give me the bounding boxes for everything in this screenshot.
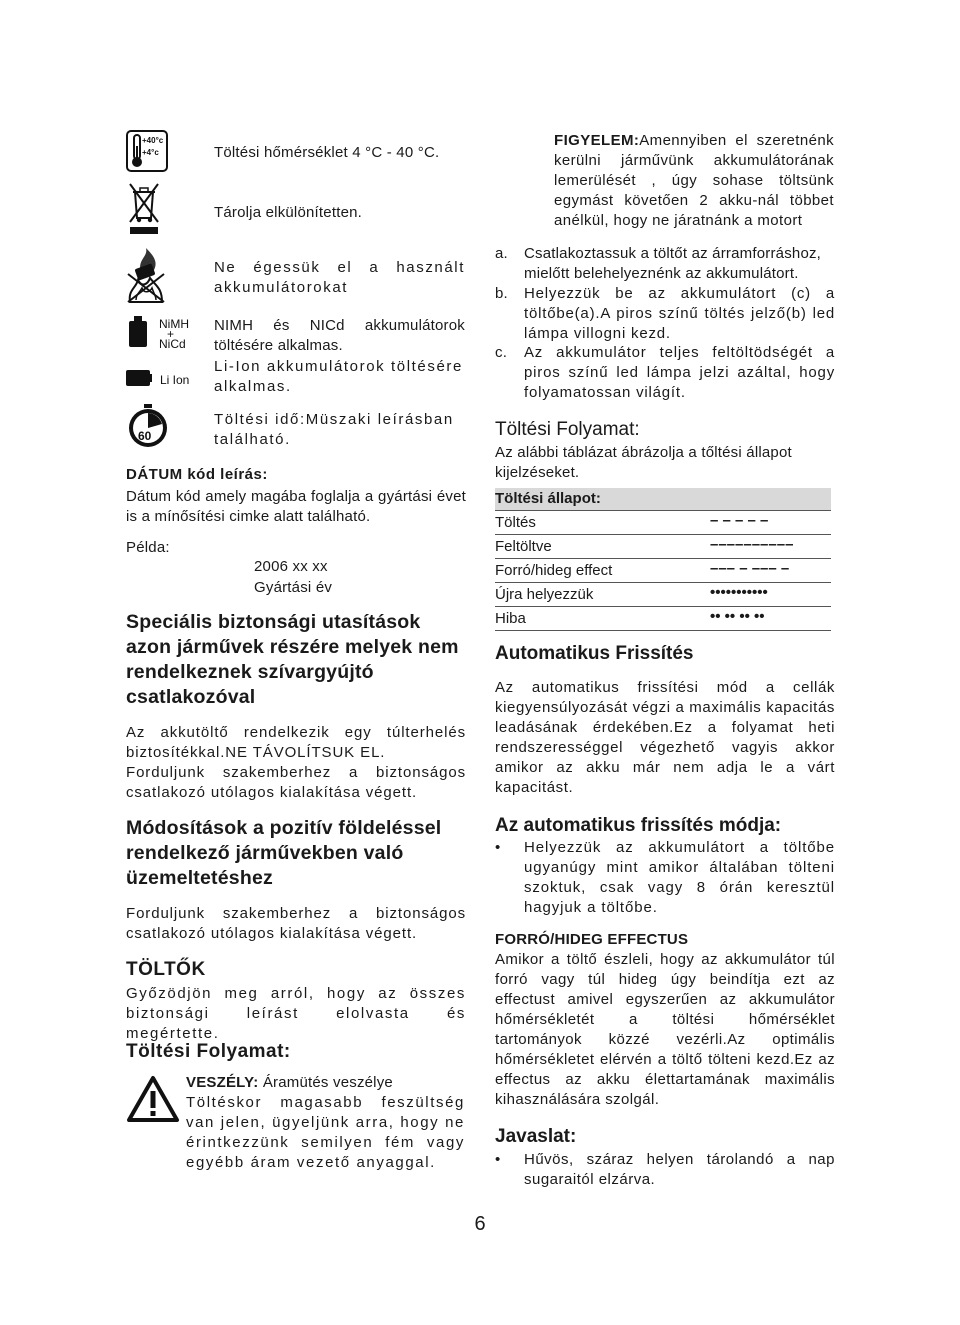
danger-text: Töltéskor magasabb feszültség van jelen, ügyeljünk arra, hogy ne érintkezzünk semilyen fém vagy egyébb áram vezető anyaggal.: [186, 1094, 465, 1171]
tip-heading: Javaslat:: [495, 1126, 577, 1147]
svg-text:+4°c: +4°c: [142, 148, 159, 157]
datum-text: Dátum kód amely magába foglalja a gyártási évet is a mínősítési cimke alatt található.: [126, 488, 466, 525]
pelda-label: Példa:: [126, 539, 170, 556]
pelda-year: Gyártási év: [254, 579, 333, 596]
status-row: [495, 583, 831, 607]
danger-title: Áramütés veszélye: [262, 1074, 393, 1091]
status-row: [495, 559, 831, 583]
status-symbol: ––– – ––– –: [710, 560, 790, 577]
svg-text:+: +: [167, 327, 175, 341]
ground-heading: Módosítások a pozitív földeléssel rendelkező járművekben való üzemeltetéshez: [126, 817, 442, 889]
charging-time-text: Töltési idő:Müszaki leírásban található.: [214, 411, 454, 448]
status-label: Hiba: [495, 610, 526, 627]
pelda-code: 2006 xx xx: [254, 558, 328, 575]
step-a-text: Csatlakoztassuk a töltőt az árramforráshoz, mielőtt belehelyeznénk az akkumulátort.: [524, 245, 822, 282]
svg-text:60: 60: [138, 429, 152, 443]
auto-heading: Automatikus Frissítés: [495, 643, 694, 664]
warning-icon: [126, 1075, 180, 1123]
li-ion-text: Li-Ion akkumulátorok töltésére alkalmas.: [214, 358, 463, 395]
separate-storage-text: Tárolja elkülönítetten.: [214, 204, 363, 221]
svg-text:NiCd: NiCd: [159, 337, 186, 351]
thermometer-icon: [126, 130, 168, 172]
status-label: Forró/hideg effect: [495, 562, 613, 579]
nimh-battery-icon: [126, 315, 192, 351]
hot-heading: FORRÓ/HIDEG EFFECTUS: [495, 931, 689, 948]
toltok-heading: TÖLTŐK: [126, 959, 206, 980]
tip-list: [495, 1150, 835, 1190]
status-symbol: ––––––––––: [710, 536, 794, 553]
right-process-heading: Töltési Folyamat:: [495, 419, 640, 440]
ground-text: Forduljunk szakemberhez a biztonságos csatlakozó utólagos kialakítása végett.: [126, 905, 466, 942]
nimh-nicd-text: NIMH és NICd akkumulátorok töltésére alkalmas.: [214, 317, 465, 354]
status-table: [495, 488, 831, 631]
status-label: Újra helyezzük: [495, 586, 594, 603]
toltok-text: Győzödjön meg arról, hogy az összes biztonsági leírást elolvasta és megértette.: [126, 985, 466, 1042]
step-c: [495, 343, 835, 403]
right-process-text: Az alábbi táblázat ábrázolja a tőltési állapot kijelzéseket.: [495, 444, 792, 481]
svg-text:NiMH: NiMH: [159, 317, 189, 331]
left-process-heading: Töltési Folyamat:: [126, 1041, 291, 1062]
step-a: [495, 244, 835, 284]
page-number: 6: [474, 1213, 486, 1235]
figyelem-block: [554, 131, 834, 231]
step-b: [495, 284, 835, 344]
step-c-text: Az akkumulátor teljes feltöltödségét a piros színű led lámpa jelzi azáltal, hogy folyamatossan világít.: [524, 344, 835, 401]
step-b-text: Helyezzük be az akkumulátort (c) a töltőbe(a).A piros színű töltés jelző(b) led lámpa villogni kezd.: [524, 285, 835, 342]
step-c-letter: c.: [495, 344, 508, 361]
charging-temperature-text: Töltési hőmérséklet 4 °C - 40 °C.: [214, 144, 440, 161]
safety-text-1: Az akkutöltő rendelkezik egy túlterhelés biztosítékkal.NE TÁVOLÍTSUK EL.: [126, 724, 466, 761]
safety-heading: Speciális biztonsági utasítások azon járművek részére melyek nem rendelkeznek szívargyújtó csatlakozóval: [126, 611, 459, 708]
crossed-bin-icon: [126, 180, 162, 236]
step-a-letter: a.: [495, 245, 508, 262]
hot-text: Amikor a töltő észleli, hogy az akkumulátor túl forró vagy túl hideg úgy beindítja ezt az effectust amivel egyszerűen az akkumulátor hőmérsékletét a töltési hőmérséklet tartományok közzé vezérli.Az optimális hőmérsékletet elérvén a töltő tölteni kezd.Ez az effectus az akku élettartamának maximális kihasználására szolgál.: [495, 951, 835, 1108]
danger-label: VESZÉLY:: [186, 1074, 259, 1091]
no-fire-icon: [126, 248, 166, 304]
tip-bullet: • Hűvös, száraz helyen tárolandó a nap sugaraitól elzárva.: [495, 1150, 835, 1190]
status-row: [495, 511, 831, 535]
svg-text:+40°c: +40°c: [142, 136, 164, 145]
auto-mode-heading: Az automatikus frissítés módja:: [495, 815, 782, 836]
auto-mode-list: [495, 838, 835, 918]
status-label: Töltés: [495, 514, 536, 531]
step-b-letter: b.: [495, 285, 508, 302]
figyelem-label: FIGYELEM:: [554, 132, 640, 149]
no-burn-text: Ne égessük el a használt akkumulátorokat: [214, 259, 465, 296]
status-symbol: •••••••••••: [710, 584, 768, 601]
status-symbol: •• •• •• ••: [710, 608, 765, 625]
li-ion-battery-icon: [126, 368, 192, 390]
status-row: [495, 535, 831, 559]
datum-heading: DÁTUM kód leírás:: [126, 466, 268, 483]
figyelem-text: Amennyiben el szeretnénk kerülni járművünk akkumulátorának lemerülését , úgy sohase töltsünk egymást követően 2 akku-nál többet anélkül, hogy ne járatnánk a motort: [554, 132, 834, 229]
status-symbol: – – – – –: [710, 512, 769, 529]
status-label: Feltöltve: [495, 538, 552, 555]
safety-text-2: Forduljunk szakemberhez a biztonságos csatlakozó utólagos kialakítása végett.: [126, 764, 466, 801]
status-table-header: Töltési állapot:: [495, 488, 831, 511]
status-row: [495, 607, 831, 631]
auto-text: Az automatikus frissítési mód a cellák kiegyensúlyozását végzi a maximális kapacitás leadásának érdekében.Ez a folyamat heti rendszerességgel végezhető vagyis akkor amikor az akku már nem adja le a várt kapacitást.: [495, 679, 835, 796]
auto-mode-bullet: • Helyezzük az akkumulátort a töltőbe ugyanúgy mint amikor általában tölteni szoktuk, csak vagy 8 órán keresztül hagyjuk a töltőbe.: [495, 838, 835, 918]
svg-text:Li Ion: Li Ion: [160, 373, 190, 387]
stopwatch-icon: [126, 404, 170, 448]
danger-title-line: [186, 1073, 393, 1093]
